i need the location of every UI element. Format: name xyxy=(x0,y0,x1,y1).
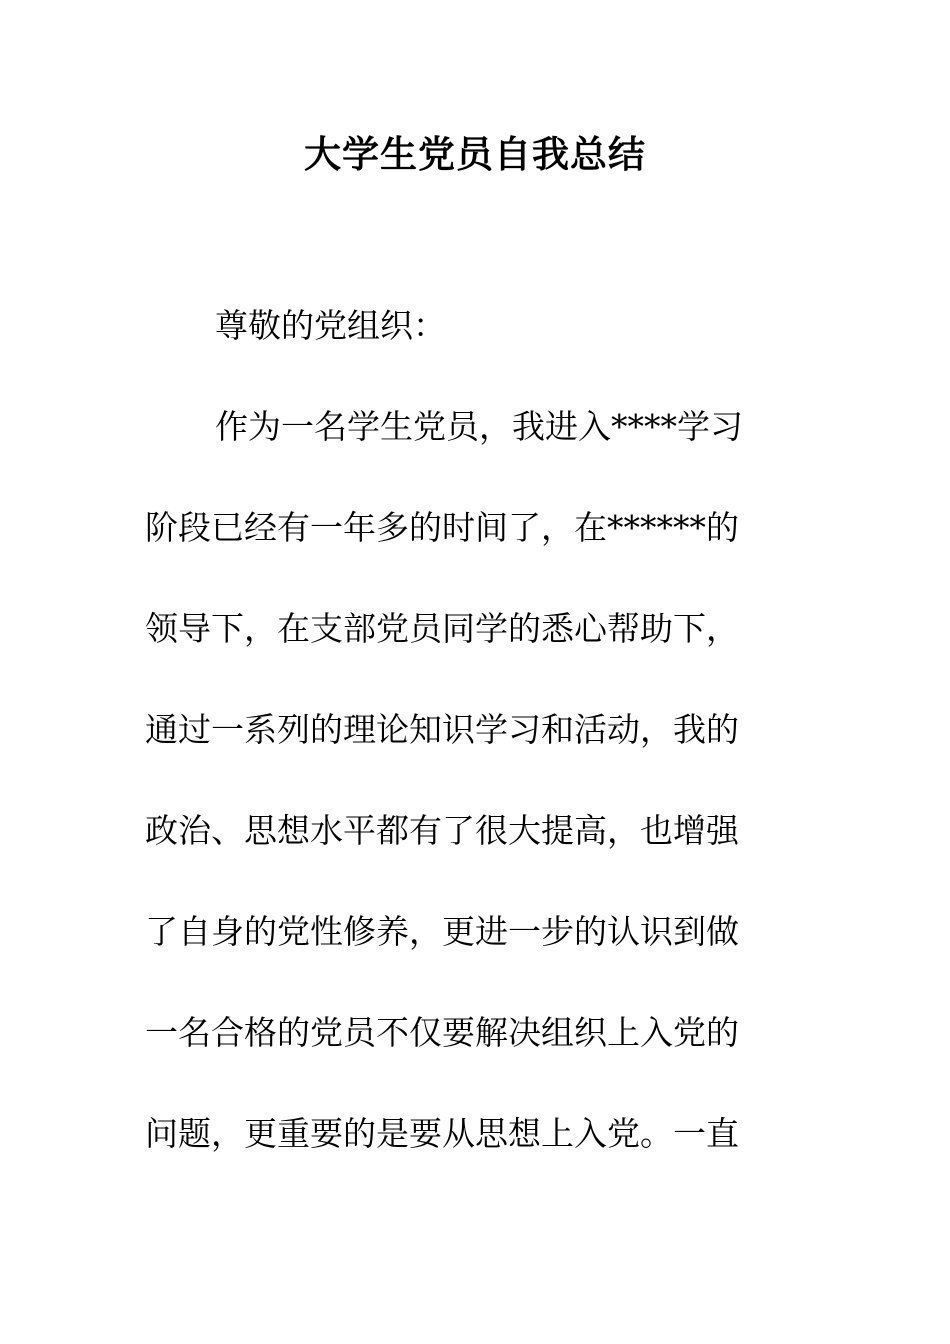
paragraph-line-3: 领导下，在支部党员同学的悉心帮助下， xyxy=(145,609,739,648)
paragraph-line-7: 一名合格的党员不仅要解决组织上入党的 xyxy=(145,1013,739,1052)
paragraph-line-6: 了自身的党性修养，更进一步的认识到做 xyxy=(145,912,739,951)
paragraph-line-4: 通过一系列的理论知识学习和活动，我的 xyxy=(145,710,739,749)
paragraph-line-1: 作为一名学生党员，我进入****学习 xyxy=(215,407,743,446)
document-title: 大学生党员自我总结 xyxy=(304,132,646,176)
document-body xyxy=(145,300,785,1209)
paragraph-line-2: 阶段已经有一年多的时间了，在******的 xyxy=(145,508,739,547)
paragraph-line-8: 问题，更重要的是要从思想上入党。一直 xyxy=(145,1114,739,1153)
paragraph-line-5: 政治、思想水平都有了很大提高，也增强 xyxy=(145,811,739,850)
salutation-line: 尊敬的党组织： xyxy=(215,306,446,345)
